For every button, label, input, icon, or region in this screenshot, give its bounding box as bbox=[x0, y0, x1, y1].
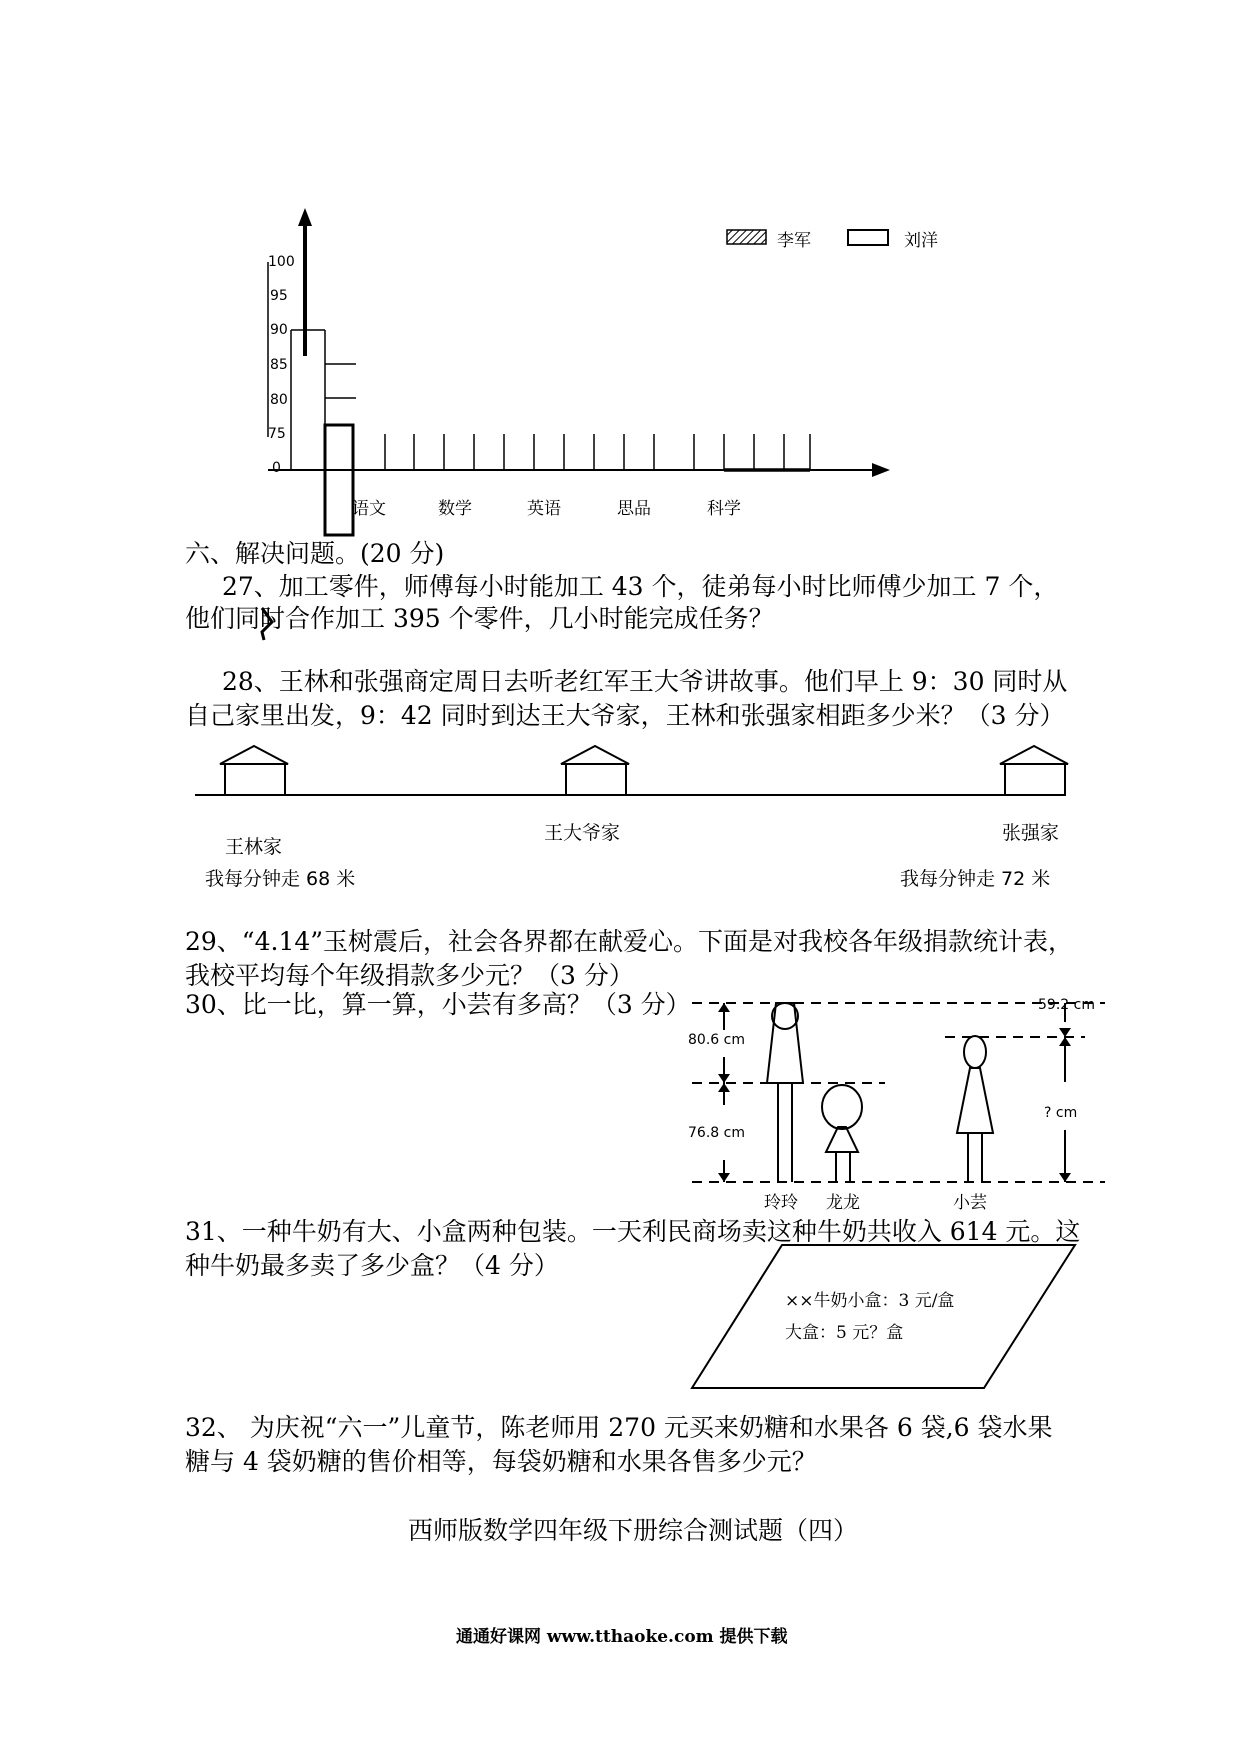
x-category-label: 科学 bbox=[707, 499, 741, 519]
question-text: 31、一种牛奶有大、小盒两种包装。一天利民商场卖这种牛奶共收入 614 元。这 bbox=[185, 1217, 1081, 1246]
y-tick-label: 90 bbox=[270, 322, 288, 338]
y-tick-label: 95 bbox=[270, 288, 288, 304]
y-tick-label: 100 bbox=[268, 254, 295, 270]
question-text: 种牛奶最多卖了多少盒？（4 分） bbox=[185, 1251, 559, 1280]
footer-text: 通通好课网 www.tthaoke.com 提供下载 bbox=[456, 1627, 788, 1647]
question-text: 糖与 4 袋奶糖的售价相等，每袋奶糖和水果各售多少元？ bbox=[185, 1447, 817, 1476]
legend-label-liuyang: 刘洋 bbox=[904, 231, 938, 251]
question-text: 29、“4.14”玉树震后，社会各界都在献爱心。下面是对我校各年级捐款统计表， bbox=[185, 927, 1074, 956]
figure-name: 小芸 bbox=[953, 1193, 987, 1213]
house-label-mid: 王大爷家 bbox=[544, 822, 621, 844]
y-tick-label: 80 bbox=[270, 392, 288, 408]
figure-name: 龙龙 bbox=[826, 1193, 860, 1213]
price-sign-line: ××牛奶小盒：3 元/盒 bbox=[785, 1291, 955, 1311]
y-tick-label: 85 bbox=[270, 357, 288, 373]
x-category-label: 语文 bbox=[352, 499, 386, 519]
speed-label-right: 我每分钟走 72 米 bbox=[900, 868, 1051, 890]
y-tick-label: 0 bbox=[272, 460, 281, 476]
question-text: 32、 为庆祝“六一”儿童节，陈老师用 270 元买来奶糖和水果各 6 袋,6 袋水果 bbox=[185, 1413, 1053, 1442]
legend-label-lijun: 李军 bbox=[777, 231, 811, 251]
dimension-label: 76.8 cm bbox=[688, 1125, 745, 1141]
dimension-label: 80.6 cm bbox=[688, 1032, 745, 1048]
question-text: 30、比一比，算一算，小芸有多高？（3 分） bbox=[185, 990, 691, 1019]
x-category-label: 思品 bbox=[617, 499, 651, 519]
house-label-right: 张强家 bbox=[1002, 822, 1060, 844]
question-text: 自己家里出发，9：42 同时到达王大爷家，王林和张强家相距多少米？（3 分） bbox=[185, 701, 1065, 730]
dimension-label: ? cm bbox=[1044, 1105, 1078, 1121]
x-category-label: 数学 bbox=[438, 499, 472, 519]
dimension-label: 59.2 cm bbox=[1038, 997, 1095, 1013]
figure-name: 玲玲 bbox=[764, 1193, 798, 1213]
house-label-left: 王林家 bbox=[225, 836, 283, 858]
question-text: 我校平均每个年级捐款多少元？（3 分） bbox=[185, 961, 634, 990]
question-text: 27、加工零件，师傅每小时能加工 43 个，徒弟每小时比师傅少加工 7 个， bbox=[222, 572, 1059, 601]
question-text: 28、王林和张强商定周日去听老红军王大爷讲故事。他们早上 9：30 同时从 bbox=[222, 667, 1068, 696]
question-text: 他们同时合作加工 395 个零件，几小时能完成任务？ bbox=[185, 604, 774, 633]
next-test-title: 西师版数学四年级下册综合测试题（四） bbox=[408, 1516, 859, 1545]
x-category-label: 英语 bbox=[527, 499, 561, 519]
speed-label-left: 我每分钟走 68 米 bbox=[205, 868, 356, 890]
y-tick-label: 75 bbox=[268, 426, 286, 442]
section-heading: 六、解决问题。(20 分) bbox=[185, 539, 445, 568]
price-sign-line: 大盒：5 元？盒 bbox=[785, 1323, 904, 1343]
